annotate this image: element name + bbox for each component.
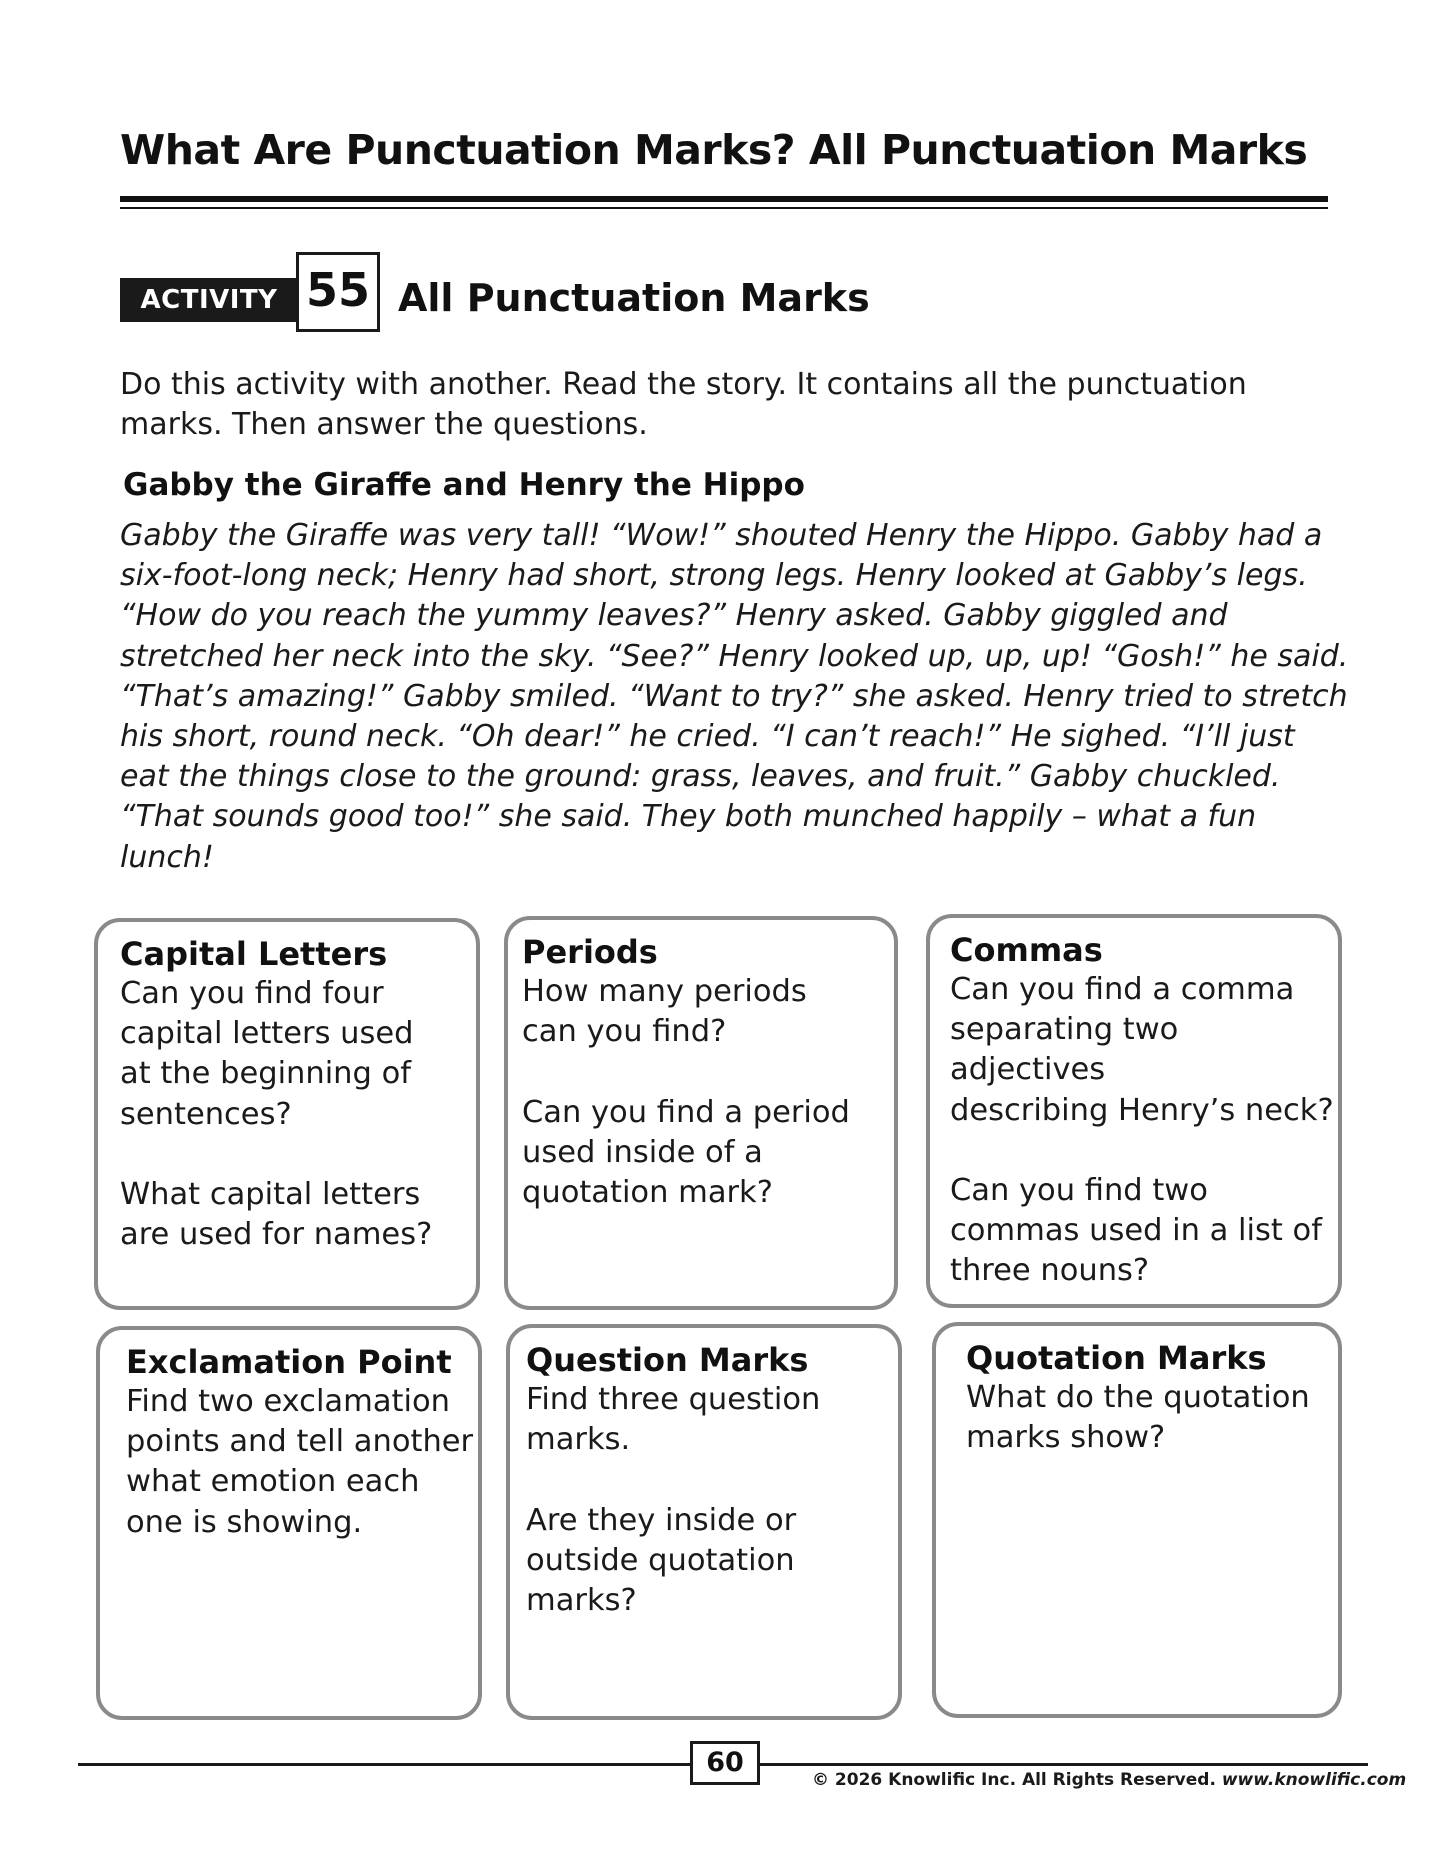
- card-body: What do the quotation marks show?: [966, 1380, 1310, 1456]
- card-exclamation-point: [96, 1326, 482, 1720]
- activity-number: 55: [296, 252, 380, 332]
- card-body: How many periods can you find? Can you find a period used inside of a quotation mark?: [522, 974, 850, 1211]
- card-heading: Commas: [950, 931, 1103, 969]
- card-body: Find two exclamation points and tell another what emotion each one is showing.: [126, 1384, 474, 1540]
- website-link[interactable]: www.knowlific.com: [1221, 1770, 1407, 1790]
- card-quotation-marks: [932, 1322, 1342, 1718]
- card-heading: Capital Letters: [120, 935, 388, 973]
- card-capital-letters: [94, 918, 480, 1310]
- instructions: Do this activity with another. Read the story. It contains all the punctuation marks. Then answer the questions.: [120, 367, 1247, 442]
- copyright-notice: [812, 1770, 1406, 1790]
- story-title: Gabby the Giraffe and Henry the Hippo: [123, 467, 805, 503]
- story-text: Gabby the Giraffe was very tall! “Wow!” shouted Henry the Hippo. Gabby had a six-foot-long neck; Henry had short, strong legs. Henry looked at Gabby’s legs. “How do you reach the yummy leaves?” Henry asked. Gabby giggled and stretched her neck into the sky. “See?” Henry looked up, up, up! “Gosh!” he said. “That’s amazing!” Gabby smiled. “Want to try?” she asked. Henry tried to stretch his short, round neck. “Oh dear!” he cried. “I can’t reach!” He sighed. “I’ll just eat the things close to the ground: grass, leaves, and fruit.” Gabby chuckled. “That sounds good too!” she said. They both munched happily – what a fun lunch!: [120, 518, 1349, 875]
- card-question-marks: [506, 1324, 902, 1720]
- activity-label: ACTIVITY: [120, 278, 298, 322]
- activity-title: All Punctuation Marks: [398, 276, 870, 320]
- copyright-text: © 2026 Knowlific Inc. All Rights Reserved.: [812, 1770, 1216, 1790]
- card-heading: Exclamation Point: [126, 1343, 452, 1381]
- card-body: Can you find four capital letters used at the beginning of sentences? What capital letters are used for names?: [120, 976, 433, 1253]
- page-number: 60: [690, 1741, 760, 1785]
- card-commas: [926, 914, 1342, 1308]
- title-rule-thin: [120, 207, 1328, 209]
- card-body: Find three question marks. Are they inside or outside quotation marks?: [526, 1382, 821, 1619]
- card-heading: Periods: [522, 933, 658, 971]
- title-rule-thick: [120, 196, 1328, 202]
- card-heading: Question Marks: [526, 1341, 809, 1379]
- card-body: Can you find a comma separating two adjectives describing Henry’s neck? Can you find two commas used in a list of three nouns?: [950, 972, 1334, 1289]
- page-title: What Are Punctuation Marks? All Punctuation Marks: [120, 126, 1308, 174]
- card-periods: [504, 916, 898, 1310]
- card-heading: Quotation Marks: [966, 1339, 1267, 1377]
